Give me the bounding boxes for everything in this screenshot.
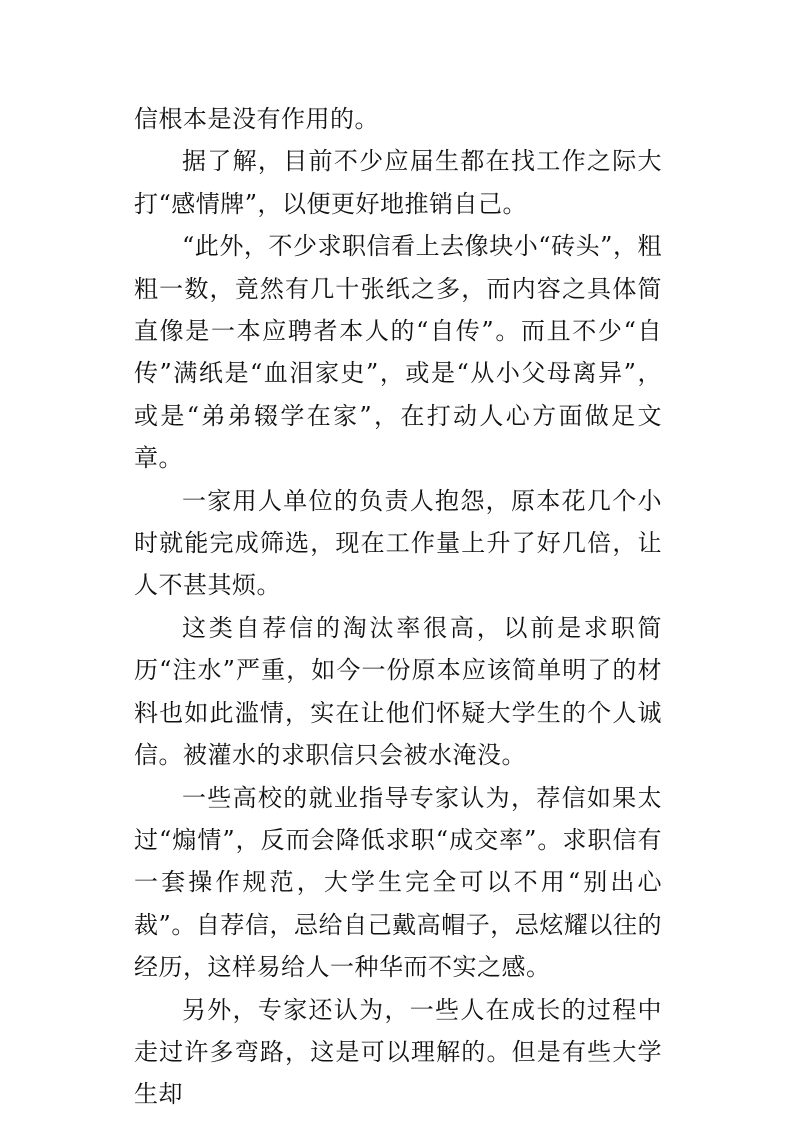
paragraph-4: 一家用人单位的负责人抱怨，原本花几个小时就能完成筛选，现在工作量上升了好几倍，让人不甚其烦。 <box>134 486 662 600</box>
paragraph-3: “此外，不少求职信看上去像块小“砖头”，粗粗一数，竟然有几十张纸之多，而内容之具体简直像是一本应聘者本人的“自传”。而且不少“自传”满纸是“血泪家史”，或是“从小父母离异”，或是“弟弟辍学在家”，在打动人心方面做足文章。 <box>134 232 662 473</box>
paragraph-6: 一些高校的就业指导专家认为，荐信如果太过“煽情”，反而会降低求职“成交率”。求职信有一套操作规范，大学生完全可以不用“别出心裁”。自荐信，忌给自己戴高帽子，忌炫耀以往的经历，这样易给人一种华而不实之感。 <box>134 783 662 982</box>
paragraph-2: 据了解，目前不少应届生都在找工作之际大打“感情牌”，以便更好地推销自己。 <box>134 147 662 218</box>
paragraph-7: 另外，专家还认为，一些人在成长的过程中走过许多弯路，这是可以理解的。但是有些大学生却 <box>134 995 662 1109</box>
document-body <box>134 98 662 1116</box>
paragraph-1: 信根本是没有作用的。 <box>134 105 379 133</box>
paragraph-5: 这类自荐信的淘汰率很高，以前是求职简历“注水”严重，如今一份原本应该简单明了的材料也如此滥情，实在让他们怀疑大学生的个人诚信。被灌水的求职信只会被水淹没。 <box>134 613 662 770</box>
